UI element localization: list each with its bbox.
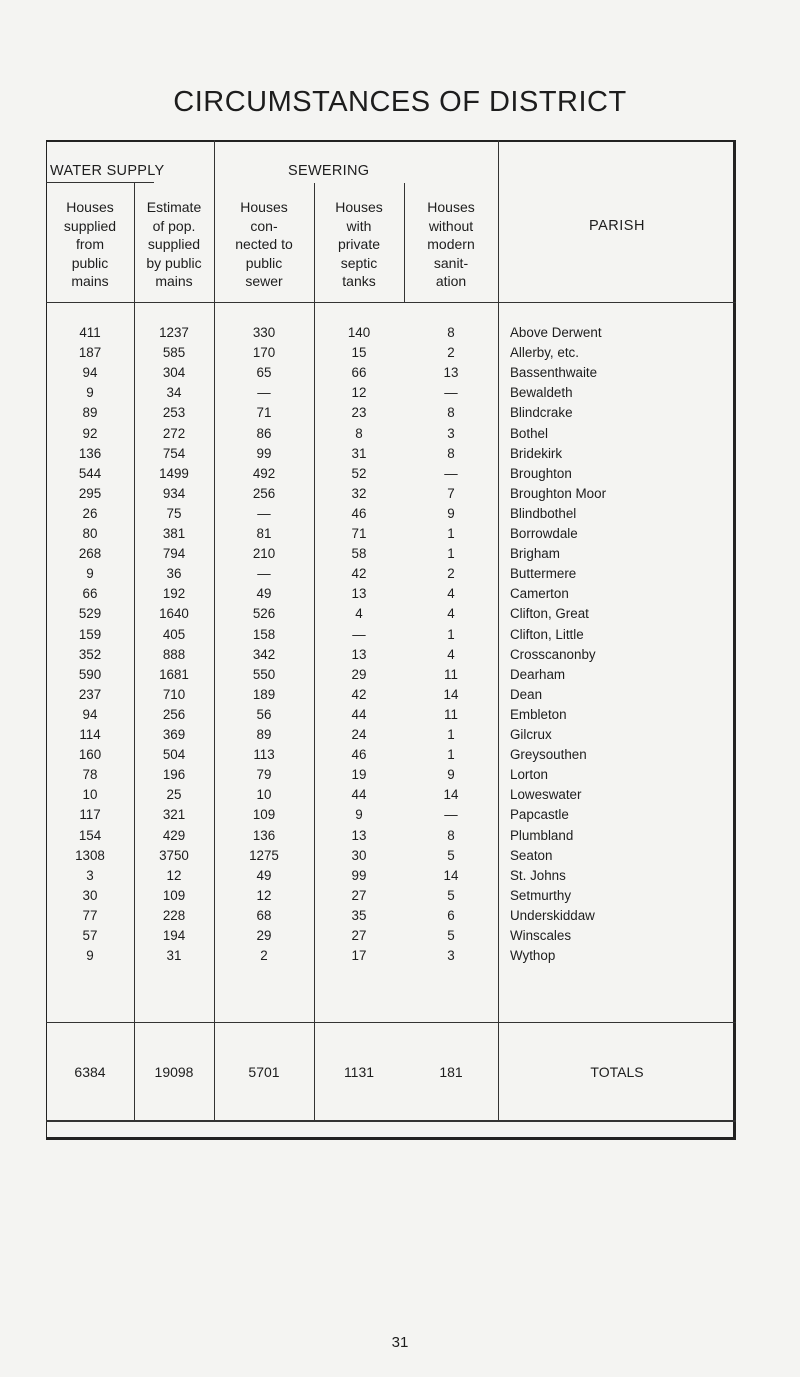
table-row (0, 687, 800, 707)
table-row (0, 667, 800, 687)
cell-houses-connected: 526 (252, 606, 276, 622)
cell-houses-without: 3 (447, 425, 455, 441)
cell-estimate-pop: 381 (162, 526, 186, 541)
cell-houses-without: 13 (443, 365, 459, 381)
cell-houses-connected: 1275 (249, 847, 279, 863)
cell-parish: Brigham (510, 546, 560, 562)
cell-parish: Camerton (510, 586, 569, 602)
cell-houses-without: 3 (447, 948, 455, 964)
table-row (0, 848, 800, 868)
cell-estimate-pop: 1640 (159, 606, 189, 622)
table-row (0, 345, 800, 365)
header-houses-supplied: Houses supplied from public mains (63, 199, 117, 290)
cell-houses-supplied: 237 (78, 686, 102, 702)
cell-houses-without: 1 (447, 626, 455, 642)
total-houses-septic: 1131 (343, 1064, 375, 1080)
cell-parish: Clifton, Great (510, 606, 589, 622)
total-houses-connected: 5701 (248, 1064, 280, 1080)
cell-houses-septic: 13 (351, 827, 367, 843)
cell-houses-connected: 71 (256, 405, 272, 421)
totals-label: TOTALS (590, 1064, 644, 1080)
cell-houses-septic: 42 (351, 566, 367, 582)
cell-houses-connected: 65 (256, 365, 272, 381)
cell-houses-septic: 15 (351, 345, 367, 361)
cell-estimate-pop: 504 (162, 747, 186, 763)
cell-houses-connected: 113 (253, 747, 275, 763)
cell-houses-septic: 19 (351, 767, 367, 783)
cell-houses-connected: 56 (256, 706, 272, 722)
cell-estimate-pop: 369 (162, 727, 186, 742)
cell-estimate-pop: 429 (162, 827, 186, 843)
cell-houses-septic: 4 (355, 606, 363, 622)
cell-houses-supplied: 26 (82, 505, 98, 521)
cell-estimate-pop: 272 (162, 425, 186, 441)
cell-houses-septic: 52 (351, 465, 367, 481)
cell-houses-connected: 89 (256, 727, 272, 742)
cell-houses-supplied: 92 (82, 425, 98, 441)
cell-houses-supplied: 57 (82, 928, 98, 943)
cell-parish: St. Johns (510, 867, 566, 883)
cell-estimate-pop: 228 (162, 907, 186, 923)
cell-estimate-pop: 888 (162, 646, 186, 662)
cell-houses-without: 5 (447, 847, 455, 863)
cell-houses-without: 4 (447, 646, 455, 662)
cell-houses-supplied: 159 (78, 626, 102, 642)
cell-houses-supplied: 3 (86, 867, 94, 883)
cell-houses-without: 5 (447, 887, 455, 903)
total-houses-without: 181 (439, 1064, 463, 1080)
cell-houses-supplied: 154 (78, 827, 102, 843)
table-row (0, 787, 800, 807)
cell-houses-connected: 550 (252, 666, 276, 682)
cell-parish: Embleton (510, 706, 567, 722)
cell-estimate-pop: 1681 (159, 666, 189, 682)
header-houses-septic: Houses with private septic tanks (335, 199, 383, 290)
cell-houses-septic: 17 (351, 948, 367, 964)
cell-houses-supplied: 9 (86, 948, 94, 964)
cell-houses-connected: 2 (260, 948, 268, 964)
table-row (0, 647, 800, 667)
cell-estimate-pop: 36 (166, 566, 182, 582)
cell-parish: Broughton Moor (510, 485, 607, 501)
table-row (0, 727, 800, 747)
cell-parish: Papcastle (510, 807, 569, 823)
cell-houses-connected: 79 (256, 767, 272, 783)
cell-houses-septic: 27 (351, 928, 367, 943)
cell-parish: Bewaldeth (510, 385, 573, 401)
header-houses-without: Houses without modern sanit- ation (427, 199, 475, 290)
cell-houses-septic: 31 (351, 445, 367, 461)
cell-houses-septic: 13 (351, 646, 367, 662)
cell-houses-supplied: 160 (78, 747, 102, 763)
cell-houses-without: 1 (447, 747, 455, 763)
cell-houses-supplied: 1308 (75, 847, 105, 863)
cell-houses-septic: 30 (351, 847, 367, 863)
totals-rule (46, 1022, 736, 1023)
cell-houses-septic: 35 (351, 907, 367, 923)
cell-houses-connected: 330 (252, 325, 276, 340)
cell-houses-connected: 158 (252, 626, 276, 642)
table-row (0, 888, 800, 908)
table-row (0, 586, 800, 606)
cell-houses-connected: 86 (256, 425, 272, 441)
cell-houses-without: 6 (447, 907, 455, 923)
table-row (0, 325, 800, 345)
cell-houses-septic: 27 (351, 887, 367, 903)
cell-houses-supplied: 66 (82, 586, 98, 602)
cell-parish: Lorton (510, 767, 548, 783)
table-row (0, 948, 800, 968)
cell-houses-without: 5 (447, 928, 455, 943)
cell-estimate-pop: 196 (162, 767, 186, 783)
cell-houses-without: 1 (447, 727, 455, 742)
cell-estimate-pop: 3750 (159, 847, 189, 863)
cell-houses-septic: 99 (351, 867, 367, 883)
cell-houses-connected: 109 (252, 807, 276, 823)
cell-estimate-pop: 934 (162, 485, 186, 501)
table-row (0, 546, 800, 566)
cell-houses-supplied: 30 (82, 887, 98, 903)
cell-houses-supplied: 94 (82, 365, 98, 381)
cell-houses-septic: 140 (347, 325, 371, 340)
cell-parish: Plumbland (510, 827, 574, 843)
table-row (0, 707, 800, 727)
cell-estimate-pop: 192 (162, 586, 186, 602)
cell-houses-septic: 29 (351, 666, 367, 682)
cell-houses-without: — (444, 385, 458, 401)
header-estimate-pop: Estimate of pop. supplied by public mains (146, 199, 202, 290)
cell-parish: Setmurthy (510, 887, 572, 903)
table-row (0, 365, 800, 385)
cell-parish: Dearham (510, 666, 566, 682)
cell-houses-septic: 9 (355, 807, 363, 823)
cell-houses-supplied: 352 (78, 646, 102, 662)
cell-parish: Crosscanonby (510, 646, 596, 662)
cell-houses-without: 11 (444, 706, 458, 722)
cell-parish: Winscales (510, 928, 572, 943)
cell-houses-supplied: 10 (82, 787, 98, 803)
cell-houses-connected: 256 (252, 485, 276, 501)
cell-parish: Bassenthwaite (510, 365, 598, 381)
water-supply-underline (46, 182, 154, 183)
header-houses-connected: Houses con- nected to public sewer (235, 199, 293, 290)
table-row (0, 405, 800, 425)
cell-houses-supplied: 187 (78, 345, 102, 361)
cell-parish: Wythop (510, 948, 556, 964)
cell-parish: Bridekirk (510, 445, 563, 461)
cell-estimate-pop: 31 (166, 948, 182, 964)
cell-parish: Broughton (510, 465, 572, 481)
cell-houses-septic: 46 (351, 505, 367, 521)
table-row (0, 446, 800, 466)
cell-houses-septic: 58 (351, 546, 367, 562)
table-row (0, 807, 800, 827)
cell-houses-septic: 32 (351, 485, 367, 501)
cell-houses-septic: 23 (351, 405, 367, 421)
table-row (0, 928, 800, 948)
cell-houses-supplied: 9 (86, 566, 94, 582)
cell-estimate-pop: 585 (162, 345, 186, 361)
cell-houses-connected: 492 (252, 465, 276, 481)
table-row (0, 385, 800, 405)
cell-houses-without: 9 (447, 505, 455, 521)
cell-parish: Loweswater (510, 787, 582, 803)
cell-houses-supplied: 590 (78, 666, 102, 682)
cell-estimate-pop: 194 (162, 928, 186, 943)
cell-houses-septic: 46 (351, 747, 367, 763)
cell-parish: Seaton (510, 847, 553, 863)
cell-parish: Borrowdale (510, 526, 578, 541)
cell-estimate-pop: 405 (162, 626, 186, 642)
table-row (0, 747, 800, 767)
cell-houses-without: 1 (447, 546, 455, 562)
cell-parish: Clifton, Little (510, 626, 584, 642)
cell-houses-without: 7 (447, 485, 455, 501)
cell-estimate-pop: 304 (162, 365, 186, 381)
cell-houses-septic: 66 (351, 365, 367, 381)
cell-estimate-pop: 710 (162, 686, 186, 702)
cell-houses-connected: 81 (256, 526, 272, 541)
group-water-supply: WATER SUPPLY (50, 163, 165, 179)
cell-parish: Bothel (510, 425, 548, 441)
total-houses-supplied: 6384 (74, 1064, 106, 1080)
cell-houses-septic: 42 (351, 686, 367, 702)
cell-houses-without: 2 (447, 345, 455, 361)
cell-houses-supplied: 268 (78, 546, 102, 562)
cell-estimate-pop: 253 (162, 405, 186, 421)
cell-estimate-pop: 12 (166, 867, 182, 883)
cell-parish: Underskiddaw (510, 907, 595, 923)
table-row (0, 606, 800, 626)
cell-houses-connected: 136 (252, 827, 276, 843)
cell-houses-supplied: 94 (82, 706, 98, 722)
cell-houses-supplied: 544 (78, 465, 102, 481)
table-row (0, 828, 800, 848)
cell-estimate-pop: 321 (162, 807, 186, 823)
cell-houses-supplied: 89 (82, 405, 98, 421)
cell-houses-connected: 189 (252, 686, 276, 702)
cell-parish: Greysouthen (510, 747, 587, 763)
cell-houses-septic: 12 (351, 385, 367, 401)
cell-houses-septic: 44 (351, 787, 367, 803)
cell-estimate-pop: 109 (162, 887, 186, 903)
cell-houses-without: 14 (443, 686, 459, 702)
cell-houses-without: 8 (447, 827, 455, 843)
cell-estimate-pop: 754 (162, 445, 186, 461)
cell-houses-septic: 8 (355, 425, 363, 441)
cell-parish: Buttermere (510, 566, 577, 582)
cell-houses-connected: — (257, 566, 271, 582)
cell-houses-supplied: 295 (78, 485, 102, 501)
cell-houses-connected: 99 (256, 445, 272, 461)
cell-houses-supplied: 117 (79, 807, 101, 823)
cell-houses-supplied: 77 (82, 907, 98, 923)
cell-parish: Above Derwent (510, 325, 602, 340)
cell-houses-supplied: 114 (79, 727, 101, 742)
cell-parish: Allerby, etc. (510, 345, 579, 361)
cell-houses-connected: 10 (256, 787, 272, 803)
cell-houses-supplied: 9 (86, 385, 94, 401)
cell-houses-without: — (444, 807, 458, 823)
cell-houses-without: 2 (447, 566, 455, 582)
cell-houses-connected: — (257, 385, 271, 401)
page-title: CIRCUMSTANCES OF DISTRICT (173, 86, 627, 118)
cell-houses-septic: 24 (351, 727, 367, 742)
cell-houses-without: 14 (443, 787, 459, 803)
table-row (0, 526, 800, 546)
table-row (0, 767, 800, 787)
table-row (0, 486, 800, 506)
cell-houses-supplied: 80 (82, 526, 98, 541)
cell-houses-connected: 49 (256, 586, 272, 602)
cell-houses-supplied: 529 (78, 606, 102, 622)
cell-parish: Blindbothel (510, 505, 577, 521)
cell-parish: Dean (510, 686, 543, 702)
cell-parish: Gilcrux (510, 727, 552, 742)
cell-houses-without: 4 (447, 606, 455, 622)
table-row (0, 908, 800, 928)
cell-houses-supplied: 78 (82, 767, 98, 783)
cell-houses-connected: 12 (256, 887, 272, 903)
cell-estimate-pop: 1237 (159, 325, 189, 340)
cell-houses-connected: 210 (252, 546, 276, 562)
cell-houses-septic: 13 (351, 586, 367, 602)
table-row (0, 627, 800, 647)
cell-houses-without: 4 (447, 586, 455, 602)
cell-houses-without: — (444, 465, 458, 481)
cell-houses-connected: 170 (252, 345, 276, 361)
cell-houses-connected: 29 (256, 928, 272, 943)
table-row (0, 506, 800, 526)
cell-houses-septic: — (352, 626, 366, 642)
table-row (0, 566, 800, 586)
cell-estimate-pop: 256 (162, 706, 186, 722)
cell-houses-supplied: 136 (78, 445, 102, 461)
cell-houses-without: 11 (444, 666, 458, 682)
cell-houses-without: 9 (447, 767, 455, 783)
cell-houses-connected: 49 (256, 867, 272, 883)
table-row (0, 466, 800, 486)
cell-houses-supplied: 411 (79, 325, 101, 340)
totals-bottom-rule (46, 1120, 736, 1122)
cell-houses-connected: 68 (256, 907, 272, 923)
page-number: 31 (391, 1334, 409, 1351)
cell-estimate-pop: 794 (162, 546, 186, 562)
cell-houses-connected: — (257, 505, 271, 521)
cell-estimate-pop: 25 (166, 787, 182, 803)
cell-houses-without: 8 (447, 405, 455, 421)
cell-houses-septic: 71 (351, 526, 367, 541)
cell-houses-septic: 44 (351, 706, 367, 722)
cell-parish: Blindcrake (510, 405, 573, 421)
header-parish: PARISH (589, 218, 645, 234)
cell-estimate-pop: 34 (166, 385, 182, 401)
table-row (0, 868, 800, 888)
cell-houses-without: 14 (443, 867, 459, 883)
table-row (0, 426, 800, 446)
cell-houses-without: 8 (447, 445, 455, 461)
cell-estimate-pop: 75 (166, 505, 182, 521)
cell-estimate-pop: 1499 (159, 465, 189, 481)
cell-houses-without: 8 (447, 325, 455, 340)
cell-houses-without: 1 (447, 526, 455, 541)
total-estimate-pop: 19098 (154, 1064, 194, 1080)
header-rule (46, 302, 736, 303)
group-sewering: SEWERING (288, 163, 370, 179)
cell-houses-connected: 342 (252, 646, 276, 662)
